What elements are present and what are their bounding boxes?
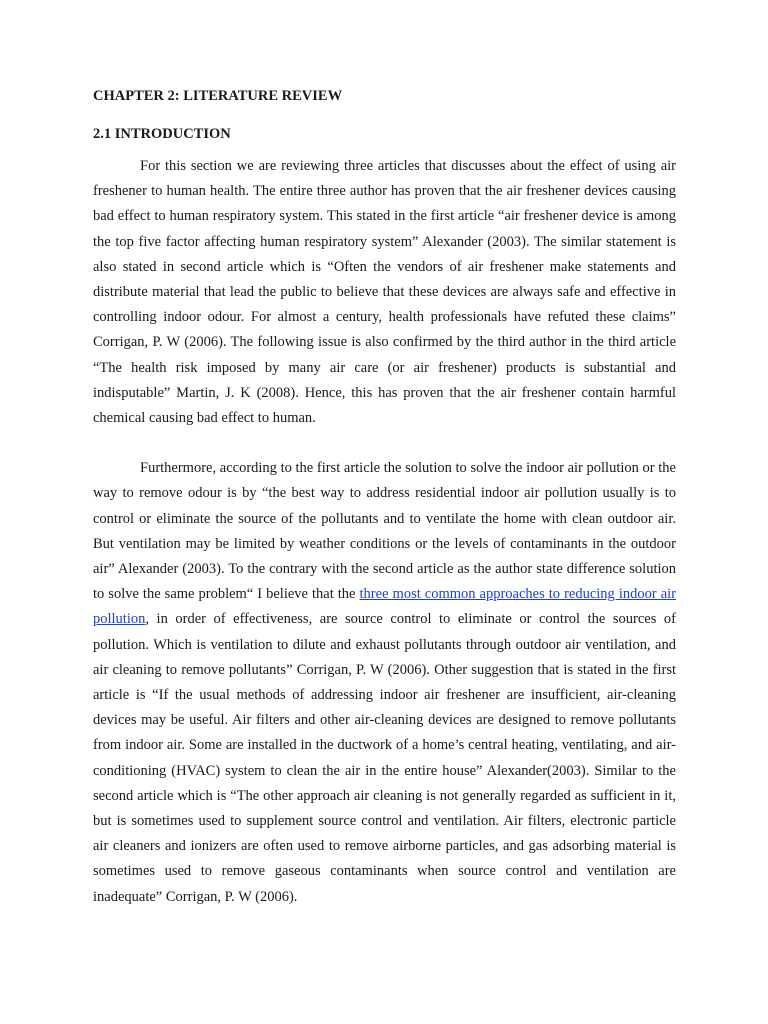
paragraph-2-text-start: Furthermore, according to the first article the solution to solve the indoor air pollution or the way to remove odour is by “the best way to address residential indoor air pollution usually is to control or eliminate the source of the pollutants and to ventilate the home with clean outdoor air. But ventilation may be limited by weather conditions or the levels of contaminants in the outdoor air” Alexander (2003). To the contrary with the second article as the author state difference solution to solve the same problem“ I believe that the <box>93 460 676 603</box>
document-page <box>93 86 676 910</box>
paragraph-2 <box>93 456 676 910</box>
paragraph-2-text-end: , in order of effectiveness, are source control to eliminate or control the sources of pollution. Which is ventilation to dilute and exhaust pollutants through outdoor air ventilation, and air cleaning to remove pollutants” Corrigan, P. W (2006). Other suggestion that is stated in the first article is “If the usual methods of addressing indoor air freshener are insufficient, air-cleaning devices may be useful. Air filters and other air-cleaning devices are designed to remove pollutants from indoor air. Some are installed in the ductwork of a home’s central heating, ventilating, and air-conditioning (HVAC) system to clean the air in the entire house” Alexander(2003). Similar to the second article which is “The other approach air cleaning is not generally regarded as sufficient in it, but is sometimes used to supplement source control and ventilation. Air filters, electronic particle air cleaners and ionizers are often used to remove airborne particles, and gas adsorbing material is sometimes used to remove gaseous contaminants when source control and ventilation are inadequate” Corrigan, P. W (2006). <box>93 611 676 905</box>
section-title: 2.1 INTRODUCTION <box>93 126 231 142</box>
indoor-air-pollution-link[interactable]: three most common approaches to reducing indoor air pollution <box>93 586 676 628</box>
paragraph-1: For this section we are reviewing three articles that discusses about the effect of using air freshener to human health. The entire three author has proven that the air freshener devices causing bad effect to human respiratory system. This stated in the first article “air freshener device is among the top five factor affecting human respiratory system” Alexander (2003). The similar statement is also stated in second article which is “Often the vendors of air freshener make statements and distribute material that lead the public to believe that these devices are always safe and effective in controlling indoor odour. For almost a century, health professionals have refuted these claims” Corrigan, P. W (2006). The following issue is also confirmed by the third author in the third article “The health risk imposed by many air care (or air freshener) products is substantial and indisputable” Martin, J. K (2008). Hence, this has proven that the air freshener contain harmful chemical causing bad effect to human. <box>93 158 676 427</box>
chapter-title: CHAPTER 2: LITERATURE REVIEW <box>93 88 343 104</box>
